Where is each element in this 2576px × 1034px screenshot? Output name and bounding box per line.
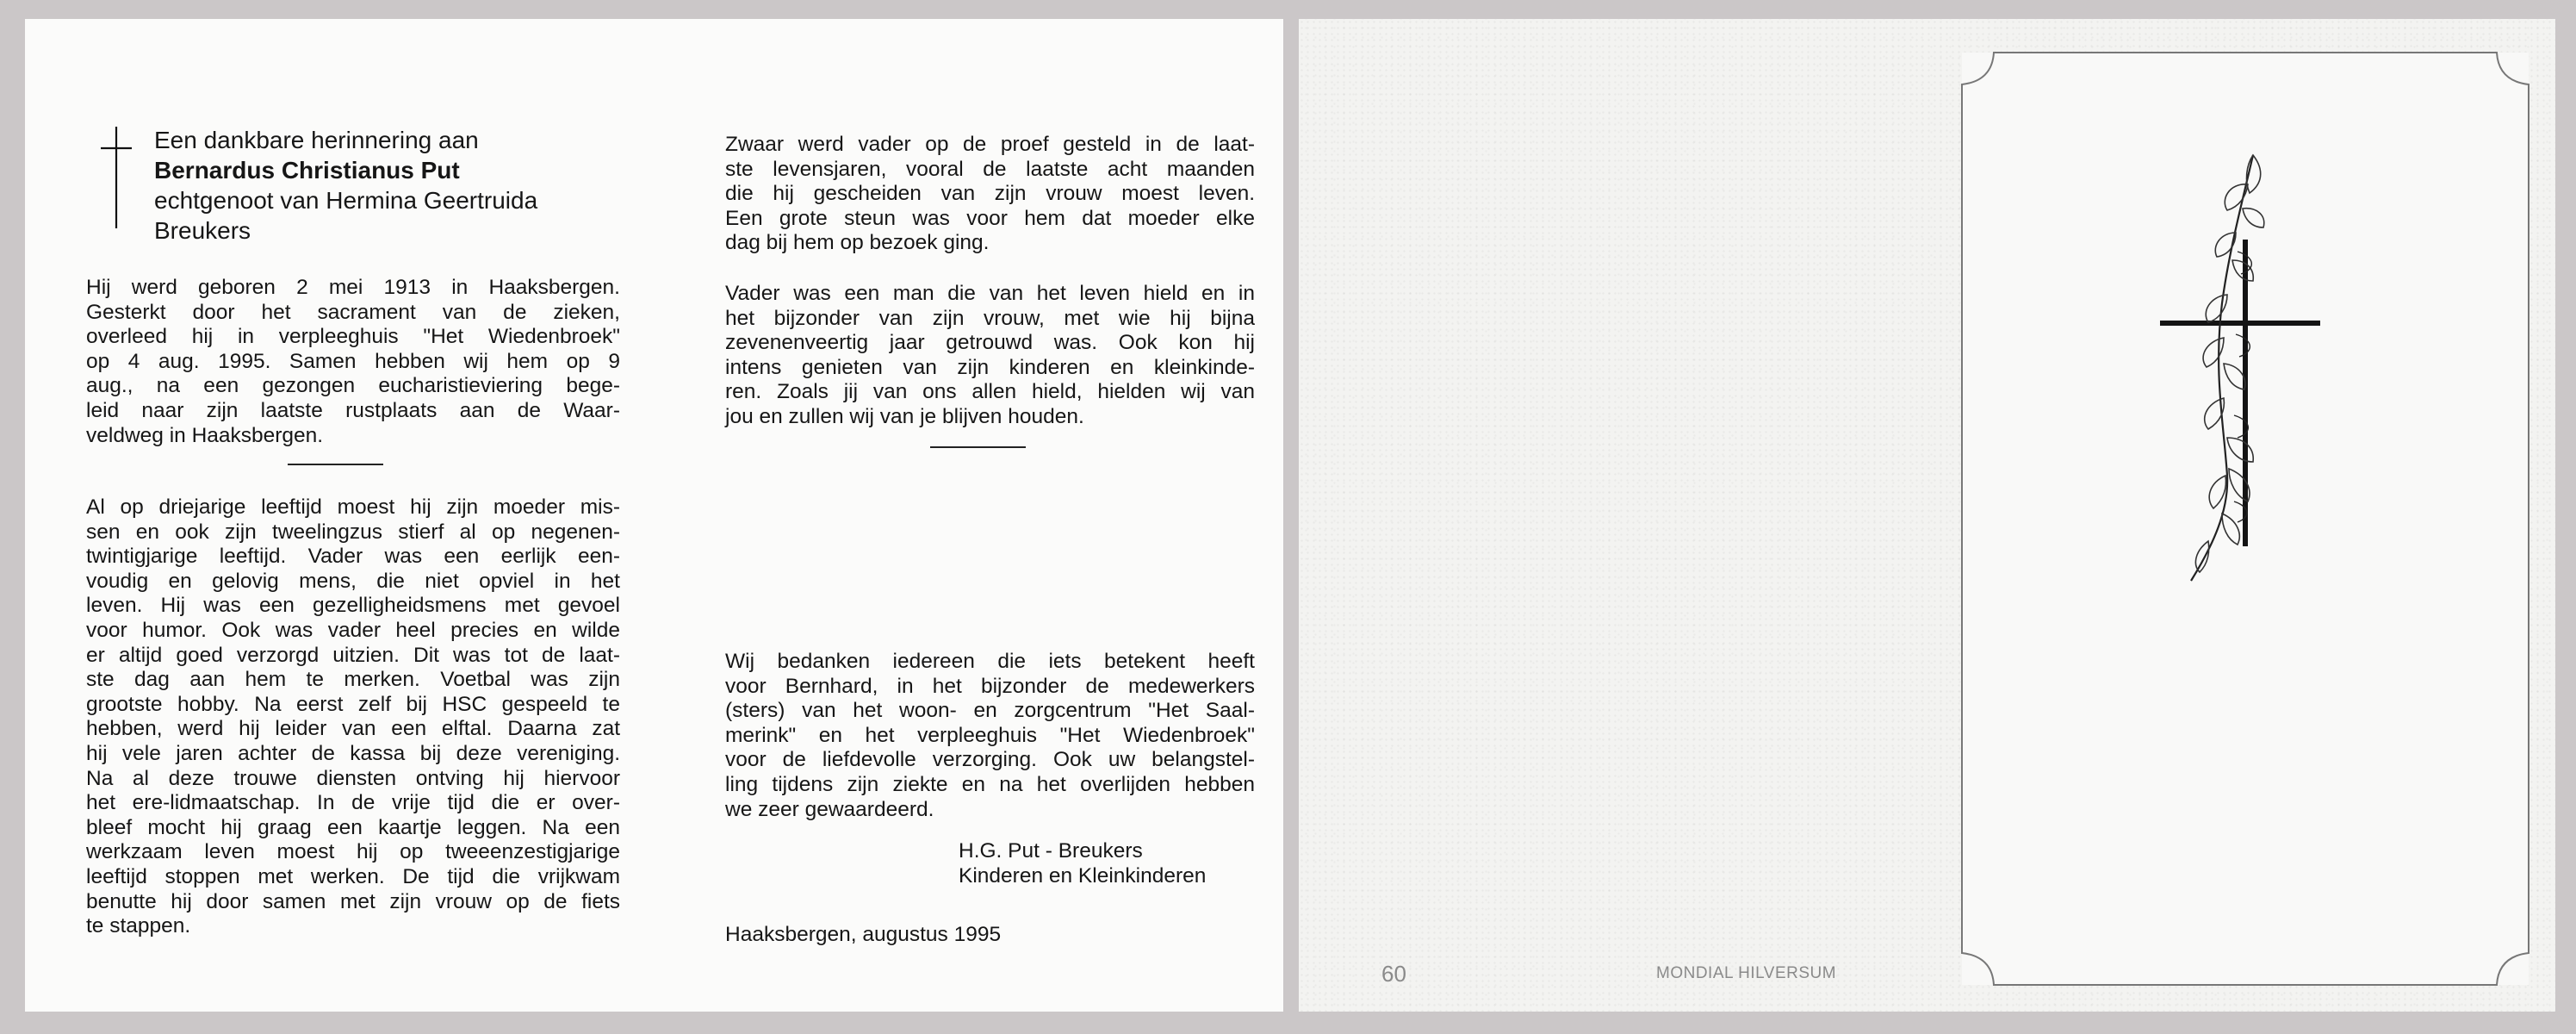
- printer-name: MONDIAL HILVERSUM: [1656, 964, 1837, 982]
- life-paragraph: [86, 495, 620, 939]
- text-line: ste dag aan hem te merken. Voetbal was zijn: [86, 668, 620, 692]
- spouse-surname: Breukers: [154, 217, 251, 244]
- section-divider: [288, 464, 383, 465]
- signature: [959, 839, 1206, 888]
- text-line: overleed hij in verpleeghuis "Het Wiedenbroek": [86, 325, 620, 349]
- text-line: Gesterkt door het sacrament van de zieken,: [86, 300, 620, 324]
- cross-with-olive-branch-icon: [2160, 131, 2341, 588]
- text-line: voor humor. Ook was vader heel precies en wilde: [86, 618, 620, 642]
- text-line: twintigjarige leeftijd. Vader was een eerlijk een-: [86, 545, 620, 569]
- text-line: Een grote steun was voor hem dat moeder elke: [725, 206, 1255, 230]
- text-line: die hij gescheiden van zijn vrouw moest leven.: [725, 182, 1255, 206]
- signature-family: Kinderen en Kleinkinderen: [959, 863, 1207, 888]
- text-line: ling tijdens zijn ziekte en na het overlijden hebben: [725, 772, 1255, 796]
- text-line: benutte hij door samen met zijn vrouw op de fiets: [86, 889, 620, 913]
- place-date: Haaksbergen, augustus 1995: [725, 923, 1002, 946]
- text-line: het ere-lidmaatschap. In de vrije tijd die er over-: [86, 791, 620, 815]
- text-line: voor Bernhard, in het bijzonder de medewerkers: [725, 674, 1255, 698]
- text-line: Hij werd geboren 2 mei 1913 in Haaksbergen.: [86, 276, 620, 299]
- text-line: hebben, werd hij leider van een elftal. Daarna zat: [86, 717, 620, 741]
- memorial-header: [154, 125, 537, 246]
- text-line: aug., na een gezongen eucharistieviering bege-: [86, 374, 620, 398]
- text-line: op 4 aug. 1995. Samen hebben wij hem op 9: [86, 349, 620, 373]
- signature-name: H.G. Put - Breukers: [959, 839, 1143, 863]
- text-line: sen en ook zijn tweelingzus stierf al op negenen-: [86, 520, 620, 544]
- spouse-line: echtgenoot van Hermina Geertruida: [154, 187, 538, 214]
- text-line: we zeer gewaardeerd.: [725, 797, 934, 821]
- card-inner-panel: [25, 19, 1283, 1012]
- deceased-name: Bernardus Christianus Put: [154, 157, 460, 184]
- text-line: leven. Hij was een gezelligheidsmens met gevoel: [86, 594, 620, 618]
- text-line: hij vele jaren achter de kassa bij deze vereniging.: [86, 741, 620, 765]
- text-line: bleef mocht hij graag een kaartje leggen. Na een: [86, 815, 620, 839]
- text-line: ren. Zoals jij van ons allen hield, hielden wij van: [725, 380, 1255, 404]
- text-line: grootste hobby. Na eerst zelf bij HSC gespeeld te: [86, 692, 620, 716]
- text-line: Na al deze trouwe diensten ontving hij hiervoor: [86, 766, 620, 790]
- text-line: zevenenveertig jaar getrouwd was. Ook kon hij: [725, 331, 1255, 355]
- thanks-paragraph: [725, 650, 1255, 822]
- text-line: voor de liefdevolle verzorging. Ook uw belangstel-: [725, 748, 1255, 772]
- card-cover-panel: [1299, 19, 2555, 1012]
- text-line: jou en zullen wij van je blijven houden.: [725, 404, 1084, 428]
- text-line: ste levensjaren, vooral de laatste acht maanden: [725, 157, 1255, 181]
- text-line: leid naar zijn laatste rustplaats aan de Waar-: [86, 398, 620, 422]
- header-intro: Een dankbare herinnering aan: [154, 127, 479, 153]
- text-line: voudig en gelovig mens, die niet opviel in het: [86, 569, 620, 593]
- text-line: er altijd goed verzorgd uitzien. Dit was tot de laat-: [86, 643, 620, 667]
- text-line: merink" en het verpleeghuis "Het Wiedenbroek": [725, 723, 1255, 747]
- illness-paragraph: [725, 133, 1255, 256]
- text-line: dag bij hem op bezoek ging.: [725, 231, 990, 255]
- text-line: Wij bedanken iedereen die iets betekent heeft: [725, 650, 1255, 673]
- text-line: intens genieten van zijn kinderen en kleinkinde-: [725, 355, 1255, 379]
- text-line: veldweg in Haaksbergen.: [86, 423, 324, 447]
- text-line: te stappen.: [86, 914, 191, 938]
- love-paragraph: [725, 282, 1255, 430]
- text-line: het bijzonder van zijn vrouw, met wie hij bijna: [725, 306, 1255, 330]
- text-line: Al op driejarige leeftijd moest hij zijn moeder mis-: [86, 495, 620, 519]
- text-line: Zwaar werd vader op de proef gesteld in de laat-: [725, 133, 1255, 156]
- text-line: (sters) van het woon- en zorgcentrum "Het Saal-: [725, 699, 1255, 723]
- cross-icon: [99, 127, 133, 228]
- text-line: Vader was een man die van het leven hield en in: [725, 282, 1255, 305]
- birth-paragraph: [86, 276, 620, 448]
- page-number: 60: [1381, 961, 1406, 987]
- text-line: leeftijd stoppen met werken. De tijd die vrijkwam: [86, 864, 620, 888]
- section-divider: [930, 446, 1026, 448]
- text-line: werkzaam leven moest hij op tweeenzestigjarige: [86, 840, 620, 864]
